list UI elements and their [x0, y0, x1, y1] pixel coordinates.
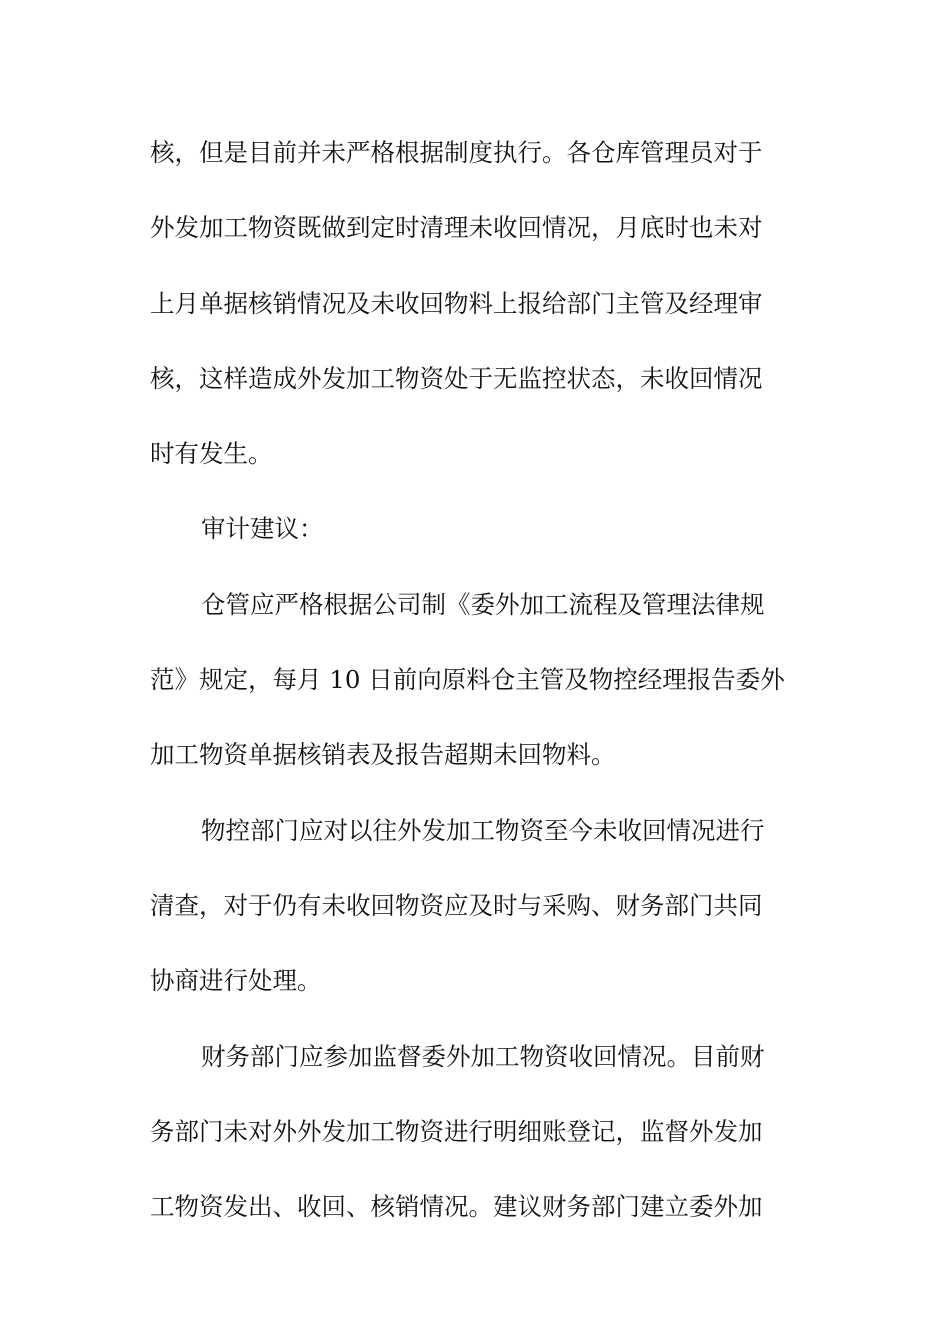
text-line: 协商进行处理。 [150, 966, 322, 996]
text-line: 清查，对于仍有未收回物资应及时与采购、财务部门共同 [150, 890, 763, 920]
text-line: 时有发生。 [150, 439, 273, 469]
text-line: 财务部门应参加监督委外加工物资收回情况。目前财 [201, 1041, 765, 1071]
text-line: 务部门未对外外发加工物资进行明细账登记，监督外发加 [150, 1116, 763, 1146]
text-line: 物控部门应对以往外发加工物资至今未收回情况进行 [201, 815, 765, 845]
body-text [150, 124, 810, 1253]
text-line: 审计建议： [201, 514, 324, 544]
text-line: 核，这样造成外发加工物资处于无监控状态，未收回情况 [150, 363, 763, 393]
text-line: 范》规定，每月 10 日前向原料仓主管及物控经理报告委外 [150, 665, 785, 695]
text-line: 上月单据核销情况及未收回物料上报给部门主管及经理审 [150, 288, 763, 318]
text-line: 工物资发出、收回、核销情况。建议财务部门建立委外加 [150, 1192, 763, 1222]
text-line: 仓管应严格根据公司制《委外加工流程及管理法律规 [201, 589, 765, 619]
text-line: 核，但是目前并未严格根据制度执行。各仓库管理员对于 [150, 138, 763, 167]
text-line: 加工物资单据核销表及报告超期未回物料。 [150, 740, 616, 770]
text-line: 外发加工物资既做到定时清理未收回情况，月底时也未对 [150, 213, 763, 243]
